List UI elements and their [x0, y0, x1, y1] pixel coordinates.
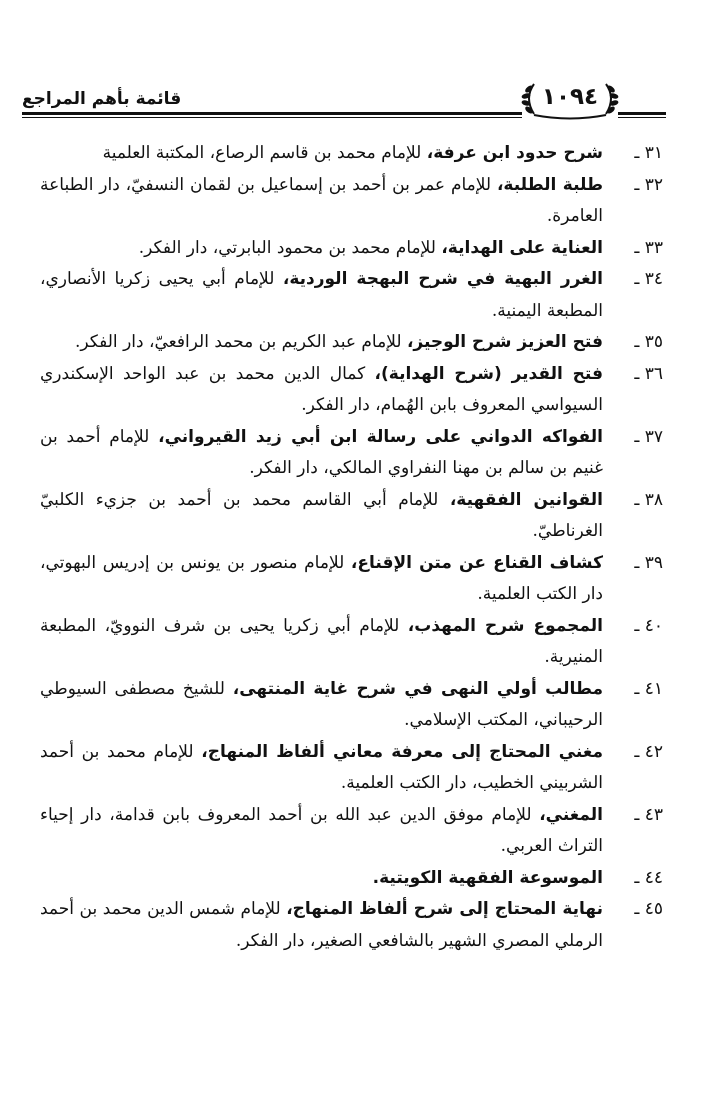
book-title: المغني، [539, 804, 603, 825]
book-title: الموسوعة الفقهية الكويتية. [372, 867, 603, 888]
entry-details: للإمام عمر بن أحمد بن إسماعيل بن لقمان النسفيّ، دار الطباعة العامرة. [40, 174, 603, 226]
entry-details: للإمام منصور بن يونس بن إدريس البهوتي، دار الكتب العلمية. [40, 552, 603, 604]
reference-entry [40, 264, 663, 327]
page-number: ١٠٩٤ [541, 84, 599, 110]
reference-entry [40, 674, 663, 737]
running-title: قائمة بأهم المراجع [22, 89, 182, 109]
entry-number: ٣٢ ـ [634, 174, 663, 195]
reference-entry [40, 485, 663, 548]
reference-entry [40, 422, 663, 485]
page-header [0, 0, 703, 130]
entry-details: للإمام عبد الكريم بن محمد الرافعيّ، دار الفكر. [74, 332, 407, 352]
entry-number: ٤٥ ـ [634, 899, 663, 919]
reference-entry [40, 548, 663, 611]
entry-details: للإمام أبي زكريا يحيى بن شرف النوويّ، المطبعة المنيرية. [40, 615, 603, 667]
reference-entry [40, 611, 663, 674]
entry-number: ٣٧ ـ [634, 426, 663, 447]
entry-details: للإمام أبي القاسم محمد بن أحمد بن جزيء الكلبيّ الغرناطيّ. [40, 489, 603, 541]
reference-entry [40, 800, 663, 863]
reference-entry [40, 327, 663, 359]
book-title: شرح حدود ابن عرفة، [426, 143, 603, 163]
entry-number: ٤٢ ـ [634, 741, 663, 762]
reference-entry [40, 737, 663, 800]
reference-entry [40, 894, 663, 957]
entry-number: ٤٣ ـ [634, 804, 663, 825]
entry-details: للإمام أحمد بن غنيم بن سالم بن مهنا النفراوي المالكي، دار الفكر. [40, 426, 603, 478]
header-rule-thick [22, 112, 522, 115]
book-title: نهاية المحتاج إلى شرح ألفاظ المنهاج، [286, 899, 603, 919]
book-title: الغرر البهية في شرح البهجة الوردية، [282, 269, 603, 289]
page-number-ornament [520, 78, 620, 120]
reference-entry [40, 170, 663, 233]
reference-entry [40, 233, 663, 265]
entry-details: للإمام محمد بن محمود البابرتي، دار الفكر. [138, 237, 442, 258]
header-rule-thick-right [618, 112, 666, 115]
entry-number: ٣٦ ـ [634, 363, 663, 384]
reference-entry [40, 863, 663, 895]
book-title: القوانين الفقهية، [449, 489, 603, 510]
book-title: العناية على الهداية، [441, 237, 603, 258]
header-rule-thin-right [618, 117, 666, 118]
entry-details: للإمام محمد بن أحمد الشربيني الخطيب، دار الكتب العلمية. [40, 741, 603, 793]
entry-details: للشيخ مصطفى السيوطي الرحيباني، المكتب الإسلامي. [40, 678, 603, 730]
entry-number: ٣١ ـ [634, 143, 663, 163]
entry-number: ٤١ ـ [634, 678, 663, 699]
book-title: فتح القدير (شرح الهداية)، [374, 363, 603, 384]
entry-number: ٣٣ ـ [634, 237, 663, 258]
entry-details: للإمام أبي يحيى زكريا الأنصاري، المطبعة اليمنية. [40, 269, 603, 321]
entry-details: كمال الدين محمد بن عبد الواحد الإسكندري السيواسي المعروف بابن الهُمام، دار الفكر. [40, 363, 603, 415]
book-title: كشاف القناع عن متن الإقناع، [350, 552, 603, 573]
book-title: المجموع شرح المهذب، [407, 615, 603, 636]
entry-number: ٣٨ ـ [634, 489, 663, 510]
entry-details: للإمام موفق الدين عبد الله بن أحمد المعروف بابن قدامة، دار إحياء التراث العربي. [40, 804, 603, 856]
entry-number: ٤٠ ـ [634, 615, 663, 636]
book-title: مغني المحتاج إلى معرفة معاني ألفاظ المنهاج، [201, 741, 603, 762]
book-title: فتح العزيز شرح الوجيز، [406, 332, 603, 352]
book-title: طلبة الطلبة، [496, 174, 603, 195]
entry-details: للإمام شمس الدين محمد بن أحمد الرملي المصري الشهير بالشافعي الصغير، دار الفكر. [40, 899, 603, 951]
reference-entry [40, 359, 663, 422]
entry-number: ٣٥ ـ [634, 332, 663, 352]
entry-number: ٣٤ ـ [634, 269, 663, 289]
entry-number: ٤٤ ـ [634, 867, 663, 888]
book-title: الفواكه الدواني على رسالة ابن أبي زيد القيرواني، [158, 426, 603, 447]
book-title: مطالب أولي النهى في شرح غاية المنتهى، [232, 678, 604, 699]
reference-entry [40, 138, 663, 170]
header-rule-thin [22, 117, 522, 118]
references-list [40, 138, 663, 957]
entry-details: للإمام محمد بن قاسم الرصاع، المكتبة العلمية [102, 143, 427, 163]
entry-number: ٣٩ ـ [634, 552, 663, 573]
